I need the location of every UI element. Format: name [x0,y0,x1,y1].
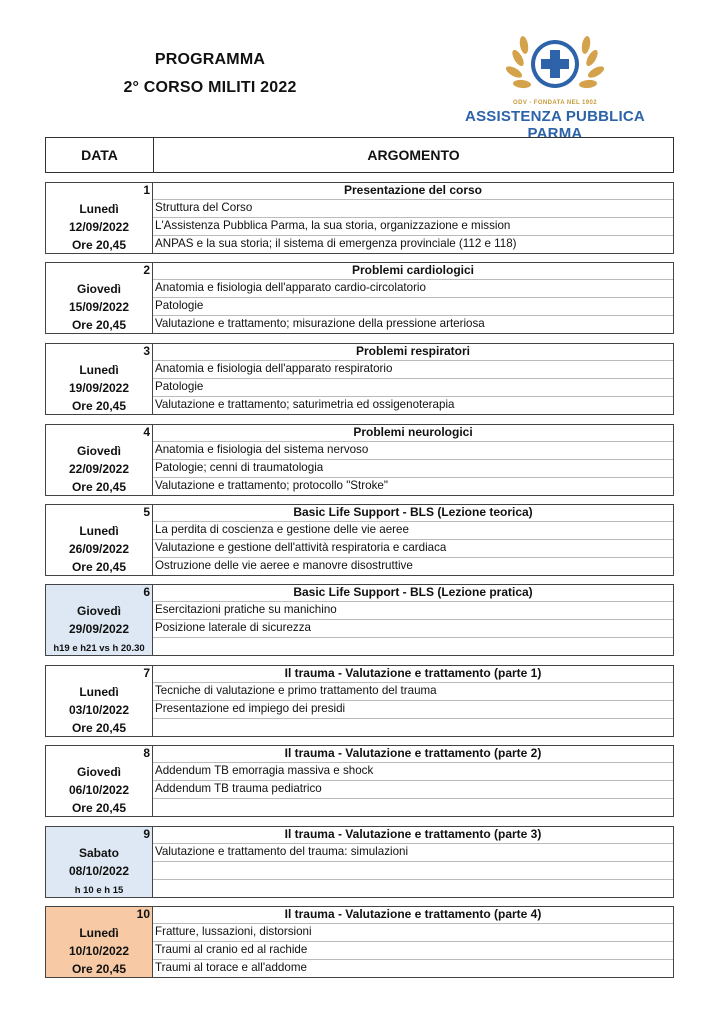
lesson-item: Addendum TB trauma pediatrico [155,782,322,795]
lesson-topic: Il trauma - Valutazione e trattamento (parte 4) [284,907,542,921]
lesson-topic-cell [153,666,673,736]
lesson-topic-cell [153,505,673,575]
lesson-item: Anatomia e fisiologia dell'apparato cardio-circolatorio [155,281,426,294]
lesson-block [45,424,674,496]
lesson-block [45,665,674,737]
lesson-day: Lunedì [79,926,119,940]
lesson-time: Ore 20,45 [71,238,127,252]
lesson-date-cell [46,344,153,414]
lesson-date: 22/09/2022 [68,462,130,476]
lesson-topic-cell [153,827,673,897]
lesson-topic: Presentazione del corso [343,183,483,197]
lesson-item: Esercitazioni pratiche su manichino [155,603,337,616]
lesson-item: Traumi al torace e all'addome [155,961,307,974]
lesson-item: Patologie [155,299,204,312]
lesson-date: 19/09/2022 [68,381,130,395]
lesson-topic: Problemi respiratori [355,344,471,358]
lesson-block [45,182,674,254]
lesson-block [45,745,674,817]
table-header [45,137,674,173]
lesson-day: Lunedì [79,685,119,699]
logo-name: ASSISTENZA PUBBLICA PARMA [465,108,645,142]
lesson-topic-cell [153,183,673,253]
lesson-day: Lunedì [79,363,119,377]
lesson-time: Ore 20,45 [71,318,127,332]
lesson-item: Valutazione e gestione dell'attività respiratoria e cardiaca [155,541,447,554]
lesson-number: 8 [143,746,150,760]
lesson-date-cell [46,907,153,977]
lesson-topic: Problemi cardiologici [351,263,475,277]
lesson-item: Presentazione ed impiego dei presidi [155,702,346,715]
lesson-day: Giovedì [76,765,121,779]
lesson-time: h 10 e h 15 [74,885,124,896]
lesson-item: Valutazione e trattamento; saturimetria ed ossigenoterapia [155,398,455,411]
lesson-block [45,906,674,978]
date-column-header: DATA [46,138,154,172]
lesson-block [45,826,674,898]
lesson-topic-cell [153,907,673,977]
lesson-number: 1 [143,183,150,197]
page-title: PROGRAMMA [154,51,266,68]
lesson-item: Patologie; cenni di traumatologia [155,461,324,474]
lesson-item: Traumi al cranio ed al rachide [155,943,308,956]
lesson-topic: Il trauma - Valutazione e trattamento (parte 1) [284,666,542,680]
lesson-number: 10 [136,907,150,921]
lesson-topic-cell [153,585,673,655]
lesson-item: ANPAS e la sua storia; il sistema di emergenza provinciale (112 e 118) [155,237,517,250]
lesson-date-cell [46,585,153,655]
lesson-item: Posizione laterale di sicurezza [155,621,311,634]
lesson-item: Tecniche di valutazione e primo trattamento del trauma [155,684,437,697]
page-subtitle: 2° CORSO MILITI 2022 [123,79,297,96]
lesson-topic: Il trauma - Valutazione e trattamento (parte 2) [284,746,542,760]
lesson-item: La perdita di coscienza e gestione delle vie aeree [155,523,409,536]
lesson-item: Ostruzione delle vie aeree e manovre disostruttive [155,559,413,572]
lesson-topic-cell [153,344,673,414]
lesson-day: Giovedì [76,604,121,618]
lesson-item: Addendum TB emorragia massiva e shock [155,764,374,777]
cross-emblem-icon [502,28,608,100]
topic-column-header: ARGOMENTO [367,147,460,163]
lesson-topic: Problemi neurologici [353,425,473,439]
logo-tagline: ODV - FONDATA NEL 1902 [513,100,597,106]
lesson-date: 03/10/2022 [68,703,130,717]
lesson-item: Fratture, lussazioni, distorsioni [155,925,312,938]
lesson-time: h19 e h21 vs h 20.30 [53,643,145,654]
lesson-topic: Basic Life Support - BLS (Lezione teorica) [293,505,533,519]
lesson-date-cell [46,263,153,333]
lesson-date-cell [46,666,153,736]
lesson-date-cell [46,827,153,897]
lesson-number: 7 [143,666,150,680]
lesson-block [45,584,674,656]
lesson-block [45,262,674,334]
lesson-topic-cell [153,425,673,495]
lesson-block [45,343,674,415]
lesson-time: Ore 20,45 [71,801,127,815]
lesson-day: Giovedì [76,444,121,458]
lesson-number: 4 [143,425,150,439]
lesson-topic: Il trauma - Valutazione e trattamento (parte 3) [284,827,542,841]
lesson-date: 29/09/2022 [68,622,130,636]
lesson-item: L'Assistenza Pubblica Parma, la sua storia, organizzazione e mission [155,219,511,232]
lesson-item: Struttura del Corso [155,201,253,214]
lesson-date: 12/09/2022 [68,220,130,234]
lesson-date: 08/10/2022 [68,864,130,878]
lesson-block [45,504,674,576]
lesson-item: Valutazione e trattamento; protocollo "Stroke" [155,479,388,492]
lesson-item: Anatomia e fisiologia dell'apparato respiratorio [155,362,393,375]
lesson-number: 5 [143,505,150,519]
lesson-item: Valutazione e trattamento; misurazione della pressione arteriosa [155,317,485,330]
lesson-day: Lunedì [79,524,119,538]
lesson-date: 06/10/2022 [68,783,130,797]
lesson-time: Ore 20,45 [71,560,127,574]
lesson-item: Patologie [155,380,204,393]
lesson-date-cell [46,505,153,575]
lesson-date: 26/09/2022 [68,542,130,556]
lesson-number: 3 [143,344,150,358]
lesson-time: Ore 20,45 [71,721,127,735]
lesson-date: 15/09/2022 [68,300,130,314]
lesson-number: 9 [143,827,150,841]
lesson-date-cell [46,746,153,816]
lesson-day: Lunedì [79,202,119,216]
lesson-number: 6 [143,585,150,599]
organization-logo [440,28,670,142]
lesson-day: Giovedì [76,282,121,296]
lesson-time: Ore 20,45 [71,962,127,976]
lesson-time: Ore 20,45 [71,399,127,413]
lesson-date-cell [46,183,153,253]
lesson-day: Sabato [78,846,119,860]
lesson-topic: Basic Life Support - BLS (Lezione pratica) [293,585,533,599]
lesson-date: 10/10/2022 [68,944,130,958]
lesson-item: Valutazione e trattamento del trauma: simulazioni [155,845,409,858]
lesson-topic-cell [153,263,673,333]
lesson-item: Anatomia e fisiologia del sistema nervoso [155,443,369,456]
lesson-time: Ore 20,45 [71,480,127,494]
lesson-topic-cell [153,746,673,816]
lesson-date-cell [46,425,153,495]
lesson-number: 2 [143,263,150,277]
